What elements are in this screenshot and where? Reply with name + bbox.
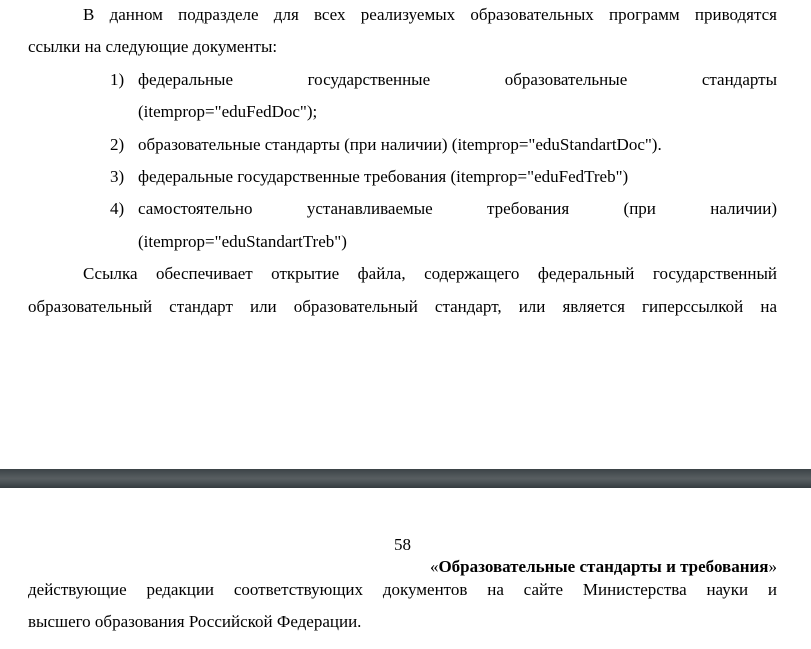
caption-close-quote: » bbox=[768, 557, 777, 576]
list-item-1-number: 1) bbox=[110, 69, 125, 89]
paragraph3-line2: высшего образования Российской Федерации. bbox=[28, 612, 362, 632]
caption-text: Образовательные стандарты и требования bbox=[438, 557, 769, 576]
paragraph2-line1: Ссылка обеспечивает открытие файла, содержащего федеральный государственный bbox=[83, 264, 777, 284]
list-item-2-number: 2) bbox=[110, 134, 125, 154]
page-body-bottom bbox=[28, 574, 777, 639]
page-separator bbox=[0, 469, 811, 488]
paragraph2-line2: образовательный стандарт или образовательный стандарт, или является гиперссылкой на bbox=[28, 296, 777, 316]
list-item-4-line-1 bbox=[28, 193, 777, 225]
list-item-4-text: самостоятельно устанавливаемые требования (при наличии) bbox=[138, 199, 777, 219]
list-item-1-text: федеральные государственные образовательные стандарты bbox=[138, 69, 777, 89]
list-item-2-line-1 bbox=[28, 129, 777, 161]
caption-open-quote: « bbox=[429, 557, 439, 576]
list-item-1-line-2: (itemprop="eduFedDoc"); bbox=[138, 102, 318, 122]
list-item-4-number: 4) bbox=[110, 199, 125, 219]
paragraph1-line1: В данном подразделе для всех реализуемых образовательных программ приводятся bbox=[83, 5, 777, 24]
paragraph3-line1: действующие редакции соответствующих документов на сайте Министерства науки и bbox=[28, 580, 777, 599]
list-item-1-line-1 bbox=[28, 64, 777, 96]
page-body-top bbox=[28, 0, 777, 323]
list-item-2-text: образовательные стандарты (при наличии) (itemprop="eduStandartDoc"). bbox=[138, 134, 662, 154]
page-number: 58 bbox=[394, 535, 411, 554]
list-item-3-text: федеральные государственные требования (itemprop="eduFedTreb") bbox=[138, 167, 629, 187]
list-item-3-number: 3) bbox=[110, 167, 125, 187]
list-item-4-line-2: (itemprop="eduStandartTreb") bbox=[138, 231, 347, 251]
paragraph1-line2: ссылки на следующие документы: bbox=[28, 37, 278, 57]
list-item-3-line-1 bbox=[28, 161, 777, 193]
